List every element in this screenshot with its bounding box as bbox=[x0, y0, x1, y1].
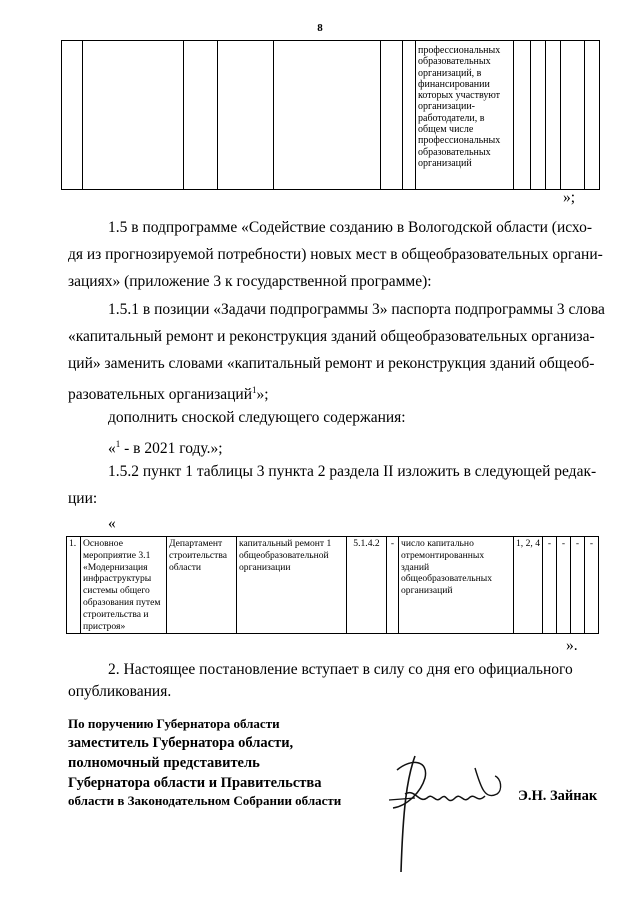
cell-line: общем числе bbox=[418, 124, 474, 136]
paragraph-line: дополнить сноской следующего содержания: bbox=[108, 409, 406, 426]
page-number: 8 bbox=[317, 22, 323, 34]
paragraph-line: дя из прогнозируемой потребности) новых мест в общеобразовательных органи- bbox=[68, 246, 603, 263]
table-cell bbox=[83, 41, 184, 190]
cell-line: финансировании bbox=[418, 78, 490, 90]
cell-line: организаций bbox=[418, 157, 472, 169]
table-cell bbox=[561, 41, 585, 190]
executor: Департамент строительства области bbox=[167, 537, 237, 634]
cell-line: которых участвуют bbox=[418, 90, 501, 102]
indicator-cell bbox=[416, 41, 514, 190]
paragraph-line: ции: bbox=[68, 490, 98, 507]
cell-line: организации- bbox=[418, 101, 476, 113]
paragraph-line: 1.5 в подпрограмме «Содействие созданию в Вологодской области (исхо- bbox=[108, 219, 592, 236]
footnote-text: - в 2021 году.»; bbox=[120, 440, 223, 458]
table-cell bbox=[62, 41, 83, 190]
signature-title: Губернатора области и Правительства bbox=[68, 775, 322, 791]
signature-title: полномочный представитель bbox=[68, 755, 260, 771]
replacement-table bbox=[66, 536, 599, 634]
cell-line: образовательных bbox=[418, 56, 491, 68]
paragraph-line: зациях» (приложение 3 к государственной программе): bbox=[68, 273, 432, 290]
paragraph-line: «капитальный ремонт и реконструкция зданий общеобразовательных организа- bbox=[68, 328, 595, 345]
dash-cell: - bbox=[571, 537, 585, 634]
paragraph-line: ций» заменить словами «капитальный ремонт и реконструкция зданий общеоб- bbox=[68, 355, 595, 372]
table-row bbox=[67, 537, 599, 634]
dash-cell: - bbox=[543, 537, 557, 634]
cell-line: профессиональных bbox=[418, 45, 501, 56]
sources: 1, 2, 4 bbox=[514, 537, 543, 634]
paragraph-line: опубликования. bbox=[68, 683, 172, 700]
footnote-mark: 1 bbox=[115, 439, 121, 449]
dash-cell: - bbox=[585, 537, 599, 634]
table-cell bbox=[546, 41, 561, 190]
table-cell bbox=[585, 41, 600, 190]
dash-cell: - bbox=[557, 537, 571, 634]
code: 5.1.4.2 bbox=[347, 537, 387, 634]
table-cell bbox=[184, 41, 218, 190]
signature-title: области в Законодательном Собрании области bbox=[68, 793, 342, 808]
table-cell bbox=[514, 41, 531, 190]
paragraph-text: »; bbox=[256, 386, 269, 404]
paragraph-line: 1.5.1 в позиции «Задачи подпрограммы 3» паспорта подпрограммы 3 слова bbox=[108, 301, 605, 318]
footnote-open-quote: « bbox=[108, 440, 116, 458]
indicator: число капитально отремонтированных зданий общеобразовательных организаций bbox=[399, 537, 514, 634]
cell-line: образовательных bbox=[418, 146, 491, 158]
paragraph-line: 2. Настоящее постановление вступает в силу со дня его официального bbox=[108, 661, 573, 678]
paragraph-text: разовательных организаций bbox=[68, 386, 253, 404]
open-quote: « bbox=[108, 515, 116, 532]
cell-line: профессиональных bbox=[418, 135, 501, 147]
table-cell bbox=[274, 41, 381, 190]
signatory-name: Э.Н. Зайнак bbox=[518, 788, 598, 804]
footnote-mark: 1 bbox=[252, 385, 257, 395]
dash-cell: - bbox=[387, 537, 399, 634]
table2-closing-quote: ». bbox=[566, 637, 578, 654]
cell-line: организаций, в bbox=[418, 67, 482, 79]
row-number: 1. bbox=[67, 537, 81, 634]
cell-line: работодатели, в bbox=[418, 112, 485, 124]
table1-closing-quote: »; bbox=[563, 189, 576, 206]
signature-title: заместитель Губернатора области, bbox=[68, 735, 294, 751]
table-cell bbox=[381, 41, 403, 190]
table-cell bbox=[403, 41, 416, 190]
measure-name: Основное мероприятие 3.1 «Модернизация инфраструктуры системы общего образования путем строительства и пристроя» bbox=[81, 537, 167, 634]
continued-table bbox=[61, 40, 600, 190]
signature-intro: По поручению Губернатора области bbox=[68, 716, 280, 731]
paragraph-line: 1.5.2 пункт 1 таблицы 3 пункта 2 раздела II изложить в следующей редак- bbox=[108, 463, 597, 480]
table-cell bbox=[531, 41, 546, 190]
handwritten-signature bbox=[385, 748, 515, 878]
direction: капитальный ремонт 1 общеобразовательной организации bbox=[237, 537, 347, 634]
table-cell bbox=[218, 41, 274, 190]
